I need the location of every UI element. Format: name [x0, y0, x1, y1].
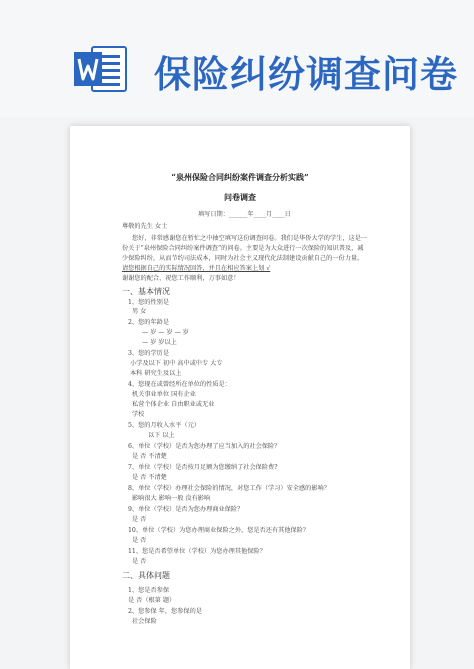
banner [0, 0, 474, 118]
intro-line: 份关于“泉州保险合同纠纷案件调查”的问卷。主要是为大众进行一次保险的知识普及，减 [122, 245, 364, 252]
question: 9、单位（学校）是否为您办理商业保险？ [128, 506, 244, 513]
options: 是 否 不清楚 [132, 474, 167, 481]
intro-line: 您好，非常感谢您在暂忙之中抽空填写这份调查问卷。我们是华侨大学的学生，这是一 [132, 235, 368, 242]
options: 影响很大 影响一般 没有影响 [132, 495, 211, 502]
options: 社会保险 [132, 618, 157, 625]
options: 以下 以上 [148, 432, 175, 439]
options: 是 否 [132, 558, 147, 565]
banner-title: 保险纠纷调查问卷 [154, 53, 458, 96]
intro-line: 请您根据自己的实际情况回答，并且在相应答案上划 √ [122, 265, 271, 272]
options: 男 女 [132, 308, 147, 315]
options: 本科 研究生及以上 [130, 370, 182, 377]
question: 3、您的学历是 [128, 350, 170, 357]
intro-line: 少保险纠纷，从而节约司法成本，同时为社会主义现代化法制建设贡献自己的一份力量。 [122, 255, 364, 262]
options: — 岁 — 岁 — 岁 [142, 329, 189, 336]
intro-line: 谢谢您的配合，祝您工作顺利，万事如意！ [122, 275, 240, 282]
options: 是 否 不清楚 [132, 453, 167, 460]
section-heading: 一、基本情况 [122, 287, 170, 296]
options: 是 否 [132, 516, 147, 523]
question: 4、您现在或曾经所在单位的性质是： [128, 381, 231, 388]
options: 学校 [132, 411, 145, 418]
fill-date: 填写日期：______年____月____日 [198, 211, 291, 218]
question: 1、您是否参保 [128, 587, 170, 594]
document-title: “泉州保险合同纠纷案件调查分析实践” [171, 172, 309, 182]
question: 11、您是否希望单位（学校）为您办理其他保险？ [128, 548, 266, 555]
question: 5、您的月收入水平（元） [128, 422, 200, 429]
options: 是 否 [132, 537, 147, 544]
options: 是 否（根第 题） [128, 597, 176, 604]
document-subtitle: 问卷调查 [224, 192, 256, 202]
options: 机关事业单位 国有企业 [132, 391, 196, 398]
question: 7、单位（学校）是否按月足额为您缴纳了社会保险费? [128, 464, 278, 471]
options: 小学及以下 初中 高中或中专 大专 [130, 360, 223, 367]
section-heading: 二、具体问题 [122, 571, 170, 580]
question: 2、您参保 年，您参保的是 [128, 608, 202, 615]
document-page [70, 126, 410, 669]
question: 10、单位（学校）为您办理商业保险之外，您是否还有其他保险？ [128, 527, 310, 534]
options: 私营个体企业 自由职业或无业 [132, 401, 215, 408]
question: 2、您的年龄是 [128, 319, 170, 326]
question: 1、您的性别是 [128, 299, 170, 306]
greeting: 尊敬的先生 女士 [122, 223, 168, 230]
options: — 岁 岁以上 [142, 339, 177, 346]
question: 8、单位（学校）办理社会保险的情况，对您工作（学习）安全感的影响？ [128, 485, 330, 492]
question: 6、单位（学校）是否为您办理了应当加入的社会保险？ [128, 443, 281, 450]
word-document-icon [74, 44, 128, 94]
